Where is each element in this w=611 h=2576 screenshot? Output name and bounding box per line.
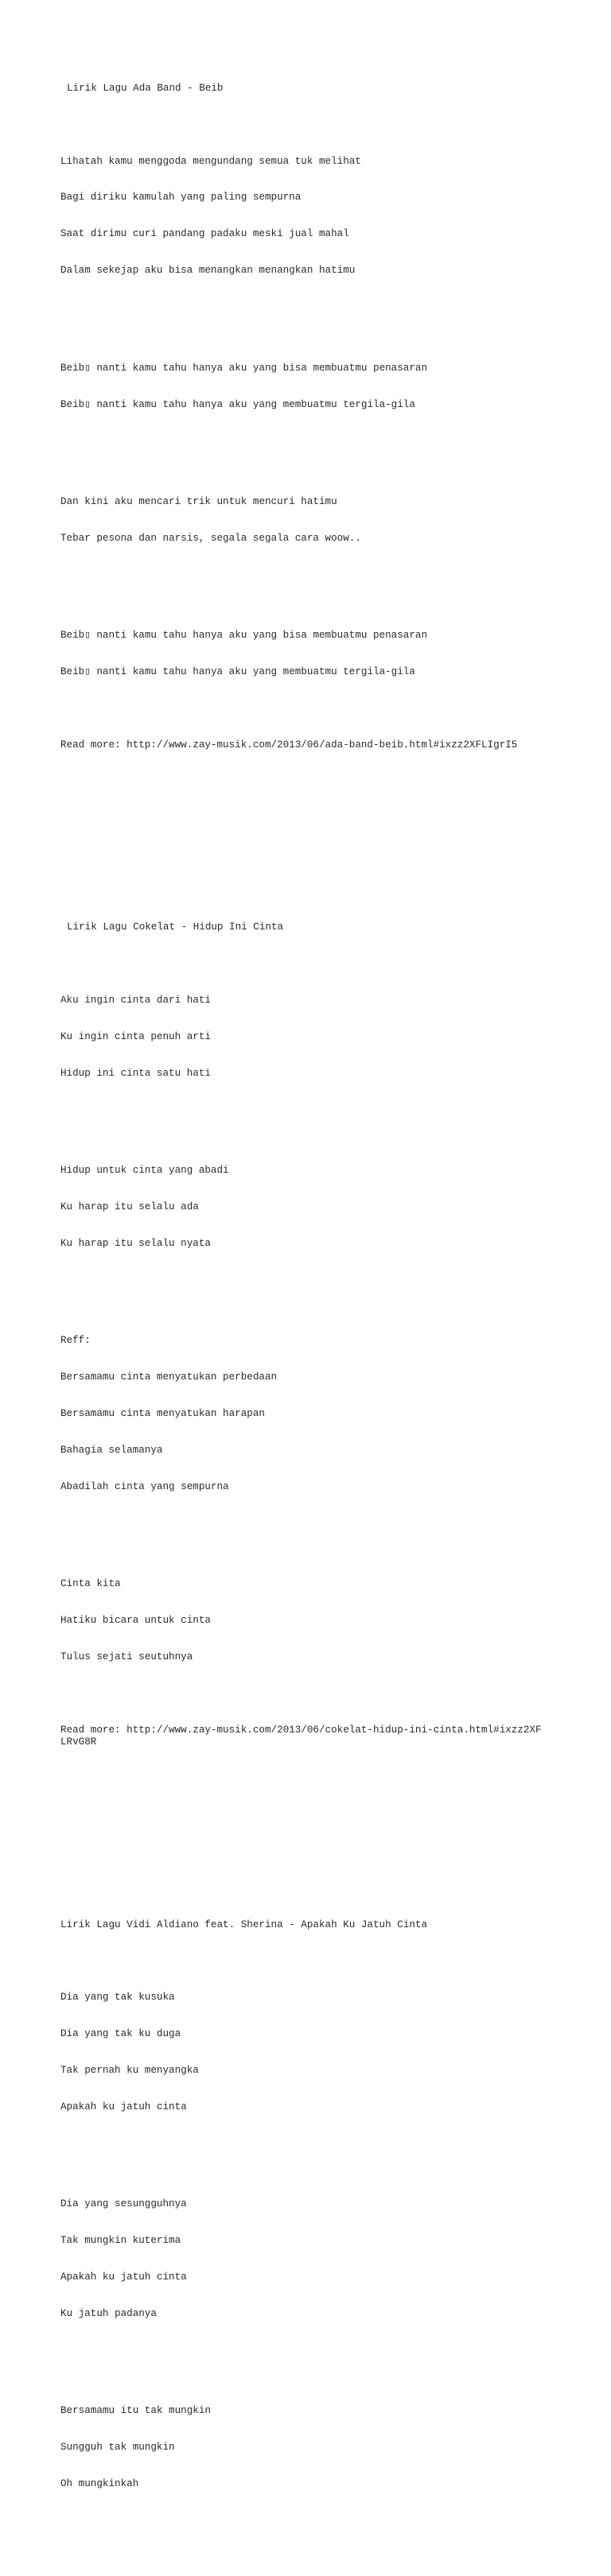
stanza xyxy=(60,131,601,301)
lyric-line: Beib▯ nanti kamu tahu hanya aku yang bisa membuatmu penasaran xyxy=(60,630,428,642)
lyric-line: Tulus sejati seutuhnya xyxy=(60,1651,193,1663)
lyric-line: Dia yang tak ku duga xyxy=(60,2028,181,2040)
song-title: Lirik Lagu Vidi Aldiano feat. Sherina - Apakah Ku Jatuh Cinta xyxy=(60,1918,428,1930)
song-title: Lirik Lagu Ada Band - Beib xyxy=(67,82,224,94)
stanza xyxy=(60,970,601,1104)
song-ada-band-beib xyxy=(60,58,601,776)
lyric-line: Bersamamu cinta menyatukan harapan xyxy=(60,1408,265,1420)
lyric-line: Tak mungkin kuterima xyxy=(60,2235,181,2247)
lyric-line: Bersamamu cinta menyatukan perbedaan xyxy=(60,1371,278,1383)
lyric-line: Hatiku bicara untuk cinta xyxy=(60,1615,211,1627)
lyric-line: Cinta kita xyxy=(60,1578,121,1590)
lyric-line: Bahagia selamanya xyxy=(60,1445,163,1457)
lyric-line: Apakah ku jatuh cinta xyxy=(60,2101,187,2113)
lyric-line: Aku ingin cinta dari hati xyxy=(60,995,211,1007)
lyric-line: Dia yang tak kusuka xyxy=(60,1992,175,2004)
lyric-line: Reff: xyxy=(60,1335,91,1347)
stanza xyxy=(60,1311,601,1518)
lyric-line: Ku jatuh padanya xyxy=(60,2308,157,2320)
read-more-link[interactable]: Read more: http://www.zay-musik.com/2013/06/cokelat-hidup-ini-cinta.html#ixzz2XF LRvG8R xyxy=(60,1724,542,1748)
stanza xyxy=(60,2174,601,2345)
lyric-line: Ku harap itu selalu nyata xyxy=(60,1237,211,1249)
stanza xyxy=(60,338,601,435)
read-more-link[interactable]: Read more: http://www.zay-musik.com/2013/06/ada-band-beib.html#ixzz2XFLIgrI5 xyxy=(60,739,518,751)
song-cokelat-hidup-ini-cinta xyxy=(60,898,601,1773)
lyric-line: Beib▯ nanti kamu tahu hanya aku yang membuatmu tergila-gila xyxy=(60,398,415,410)
lyric-line: Ku harap itu selalu ada xyxy=(60,1201,199,1213)
lyric-line: Tebar pesona dan narsis, segala segala cara woow.. xyxy=(60,532,361,544)
stanza xyxy=(60,471,601,568)
lyric-line: Oh mungkinkah xyxy=(60,2478,139,2490)
spacer xyxy=(60,1810,601,1846)
document-page xyxy=(60,10,601,2576)
lyric-line: Hidup untuk cinta yang abadi xyxy=(60,1165,229,1177)
stanza xyxy=(60,1968,601,2138)
lyric-line: Beib▯ nanti kamu tahu hanya aku yang membuatmu tergila-gila xyxy=(60,666,415,678)
stanza xyxy=(60,606,601,703)
lyric-line: Tak pernah ku menyangka xyxy=(60,2065,199,2077)
stanza xyxy=(60,1554,601,1688)
lyric-line: Hidup ini cinta satu hati xyxy=(60,1067,211,1079)
lyric-line: Apakah ku jatuh cinta xyxy=(60,2271,187,2283)
song-vidi-aldiano-sherina-apakah-ku-jatuh-cinta xyxy=(60,1895,601,2551)
lyric-line: Dan kini aku mencari trik untuk mencuri hatimu xyxy=(60,495,337,507)
lyric-line: Dia yang sesungguhnya xyxy=(60,2198,187,2210)
spacer xyxy=(60,813,601,849)
lyric-line: Dalam sekejap aku bisa menangkan menangkan hatimu xyxy=(60,265,356,277)
lyric-line: Bagi diriku kamulah yang paling sempurna xyxy=(60,192,302,204)
lyric-line: Ku ingin cinta penuh arti xyxy=(60,1030,211,1042)
lyric-line: Lihatah kamu menggoda mengundang semua tuk melihat xyxy=(60,155,361,167)
stanza xyxy=(60,1141,601,1274)
lyric-line: Bersamamu itu tak mungkin xyxy=(60,2405,211,2417)
lyric-line: Beib▯ nanti kamu tahu hanya aku yang bisa membuatmu penasaran xyxy=(60,362,428,374)
stanza xyxy=(60,2381,601,2515)
song-title: Lirik Lagu Cokelat - Hidup Ini Cinta xyxy=(67,921,284,933)
lyric-line: Sungguh tak mungkin xyxy=(60,2442,175,2454)
lyric-line: Saat dirimu curi pandang padaku meski jual mahal xyxy=(60,228,349,240)
lyric-line: Abadilah cinta yang sempurna xyxy=(60,1480,229,1492)
